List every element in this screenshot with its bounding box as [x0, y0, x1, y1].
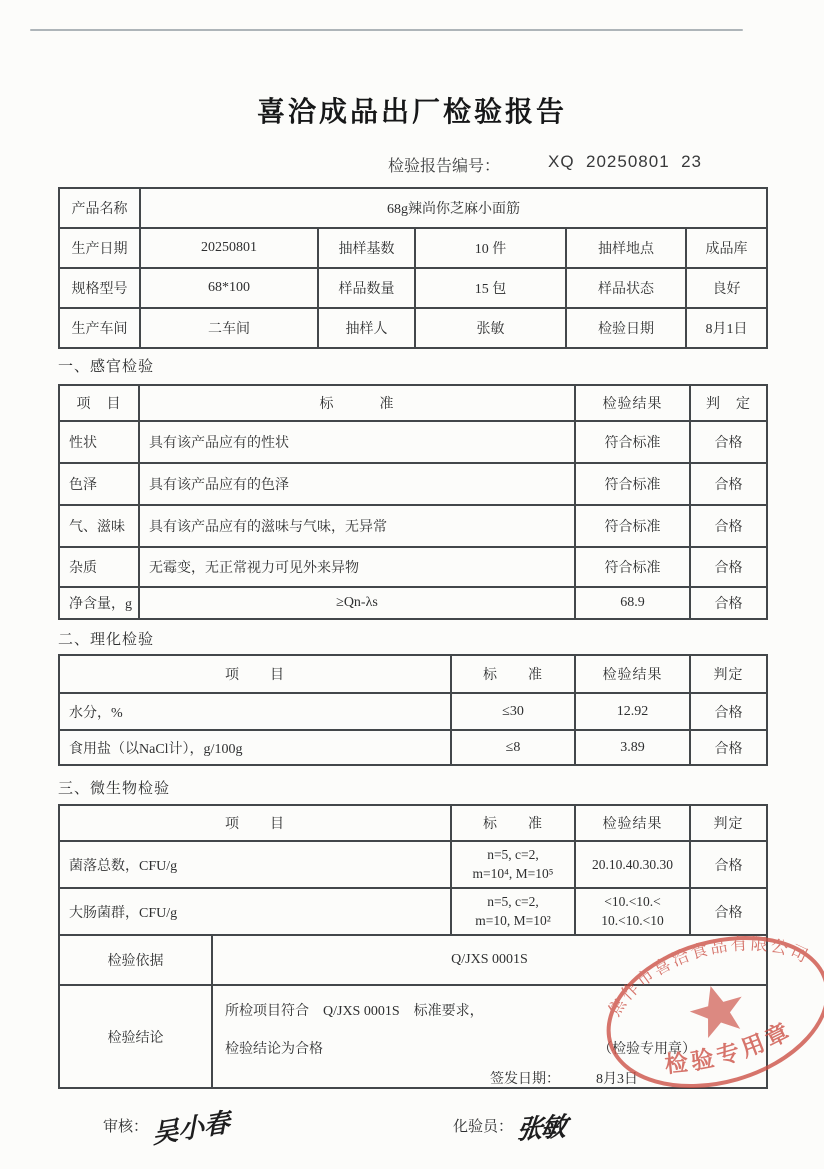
sensory-judge: 合格 [690, 463, 767, 505]
info-cell: 8月1日 [686, 308, 767, 348]
physchem-judge: 合格 [690, 693, 767, 730]
micro-standard-line1: n=5, c=2, [487, 894, 539, 910]
micro-standard [451, 841, 575, 888]
conclusion-line2: 检验结论为合格 [225, 1042, 323, 1057]
micro-result: 20.10.40.30.30 [575, 841, 690, 888]
sensory-item: 杂质 [59, 547, 139, 587]
sensory-standard: 具有该产品应有的性状 [139, 421, 575, 463]
sensory-result: 符合标准 [575, 421, 690, 463]
sensory-item: 性状 [59, 421, 139, 463]
info-cell: 规格型号 [59, 268, 140, 308]
star-icon [685, 979, 750, 1041]
review-signature: 吴小春 [151, 1107, 231, 1150]
micro-standard-line2: m=10⁴, M=10⁵ [472, 865, 554, 881]
column-header-item: 项 目 [59, 655, 451, 693]
table-row [59, 587, 767, 619]
table-header-row [59, 805, 767, 841]
sensory-judge: 合格 [690, 587, 767, 619]
info-cell: 抽样基数 [318, 228, 415, 268]
micro-judge: 合格 [690, 841, 767, 888]
info-cell: 68*100 [140, 268, 318, 308]
column-header-judge: 判 定 [690, 385, 767, 421]
issue-date-value: 8月3日 [596, 1072, 638, 1087]
info-cell: 样品数量 [318, 268, 415, 308]
page-title: 喜洽成品出厂检验报告 [256, 96, 567, 127]
micro-item: 菌落总数，CFU/g [59, 841, 451, 888]
tester-label: 化验员： [453, 1119, 514, 1135]
basis-value: Q/JXS 0001S [212, 935, 767, 985]
company-seal-stamp [585, 920, 824, 1098]
info-cell: 样品状态 [566, 268, 686, 308]
table-header-row [59, 655, 767, 693]
review-line [103, 1107, 231, 1150]
sensory-item: 气、滋味 [59, 505, 139, 547]
table-row [59, 730, 767, 765]
tester-line [453, 1108, 565, 1145]
info-cell: 二车间 [140, 308, 318, 348]
column-header-result: 检验结果 [575, 805, 690, 841]
info-cell: 生产车间 [59, 308, 140, 348]
info-cell: 抽样地点 [566, 228, 686, 268]
table-row [59, 693, 767, 730]
info-cell: 20250801 [140, 228, 318, 268]
physchem-standard: ≤30 [451, 693, 575, 730]
column-header-standard: 标 准 [139, 385, 575, 421]
table-row [59, 841, 767, 888]
info-cell: 抽样人 [318, 308, 415, 348]
info-cell: 检验日期 [566, 308, 686, 348]
column-header-standard: 标 准 [451, 655, 575, 693]
sensory-result: 符合标准 [575, 547, 690, 587]
section-heading-physchem: 二、理化检验 [58, 632, 155, 648]
physchem-judge: 合格 [690, 730, 767, 765]
sensory-standard: 具有该产品应有的色泽 [139, 463, 575, 505]
sensory-result: 符合标准 [575, 505, 690, 547]
sensory-judge: 合格 [690, 505, 767, 547]
review-label: 审核： [103, 1119, 149, 1135]
info-cell: 10 件 [415, 228, 566, 268]
sensory-result: 符合标准 [575, 463, 690, 505]
info-cell: 成品库 [686, 228, 767, 268]
table-row [59, 268, 767, 308]
info-cell: 生产日期 [59, 228, 140, 268]
table-row [59, 463, 767, 505]
physchem-table [58, 654, 768, 766]
issue-date-label: 签发日期： [490, 1072, 560, 1087]
micro-item: 大肠菌群，CFU/g [59, 888, 451, 935]
micro-standard-line2: m=10, M=10² [475, 912, 551, 928]
physchem-item: 水分，% [59, 693, 451, 730]
section-heading-micro: 三、微生物检验 [58, 781, 171, 797]
micro-standard-line1: n=5, c=2, [487, 847, 539, 863]
column-header-result: 检验结果 [575, 385, 690, 421]
info-cell: 张敏 [415, 308, 566, 348]
report-number-value: XQ 20250801 23 [548, 152, 703, 171]
table-row [59, 547, 767, 587]
physchem-item: 食用盐（以NaCl计），g/100g [59, 730, 451, 765]
product-name-value: 68g辣尚你芝麻小面筋 [140, 188, 767, 228]
product-info-table [58, 187, 768, 349]
physchem-standard: ≤8 [451, 730, 575, 765]
column-header-judge: 判定 [690, 655, 767, 693]
table-header-row [59, 385, 767, 421]
sensory-result: 68.9 [575, 587, 690, 619]
column-header-judge: 判定 [690, 805, 767, 841]
column-header-item: 项 目 [59, 385, 139, 421]
sensory-standard: 具有该产品应有的滋味与气味，无异常 [139, 505, 575, 547]
report-number-label: 检验报告编号： [388, 158, 501, 175]
scan-artifact-line [30, 29, 743, 31]
sensory-judge: 合格 [690, 421, 767, 463]
micro-result-line1: <10.<10.< [604, 894, 661, 910]
physchem-result: 3.89 [575, 730, 690, 765]
sensory-item: 净含量，g [59, 587, 139, 619]
micro-result-line2: 10.<10.<10 [601, 912, 664, 928]
sensory-standard: ≥Qn-λs [139, 587, 575, 619]
seal-note: （检验专用章） [598, 1042, 696, 1057]
column-header-result: 检验结果 [575, 655, 690, 693]
column-header-item: 项 目 [59, 805, 451, 841]
physchem-result: 12.92 [575, 693, 690, 730]
basis-label: 检验依据 [59, 935, 212, 985]
micro-judge: 合格 [690, 888, 767, 935]
sensory-table [58, 384, 768, 620]
table-row [59, 505, 767, 547]
column-header-standard: 标 准 [451, 805, 575, 841]
conclusion-line1: 所检项目符合 Q/JXS 0001S 标准要求， [225, 1004, 484, 1019]
seal-company-text: 焦作市喜洽食品有限公司 [604, 934, 813, 1020]
seal-bottom-text: 检验专用章 [663, 1017, 797, 1078]
micro-standard [451, 888, 575, 935]
info-cell: 良好 [686, 268, 767, 308]
table-row [59, 421, 767, 463]
info-cell: 15 包 [415, 268, 566, 308]
sensory-item: 色泽 [59, 463, 139, 505]
conclusion-label: 检验结论 [59, 985, 212, 1088]
section-heading-sensory: 一、感官检验 [58, 359, 155, 375]
tester-signature: 张敏 [515, 1112, 567, 1145]
table-row [59, 308, 767, 348]
product-name-label: 产品名称 [59, 188, 140, 228]
table-row [59, 228, 767, 268]
sensory-standard: 无霉变，无正常视力可见外来异物 [139, 547, 575, 587]
sensory-judge: 合格 [690, 547, 767, 587]
micro-table [58, 804, 768, 936]
